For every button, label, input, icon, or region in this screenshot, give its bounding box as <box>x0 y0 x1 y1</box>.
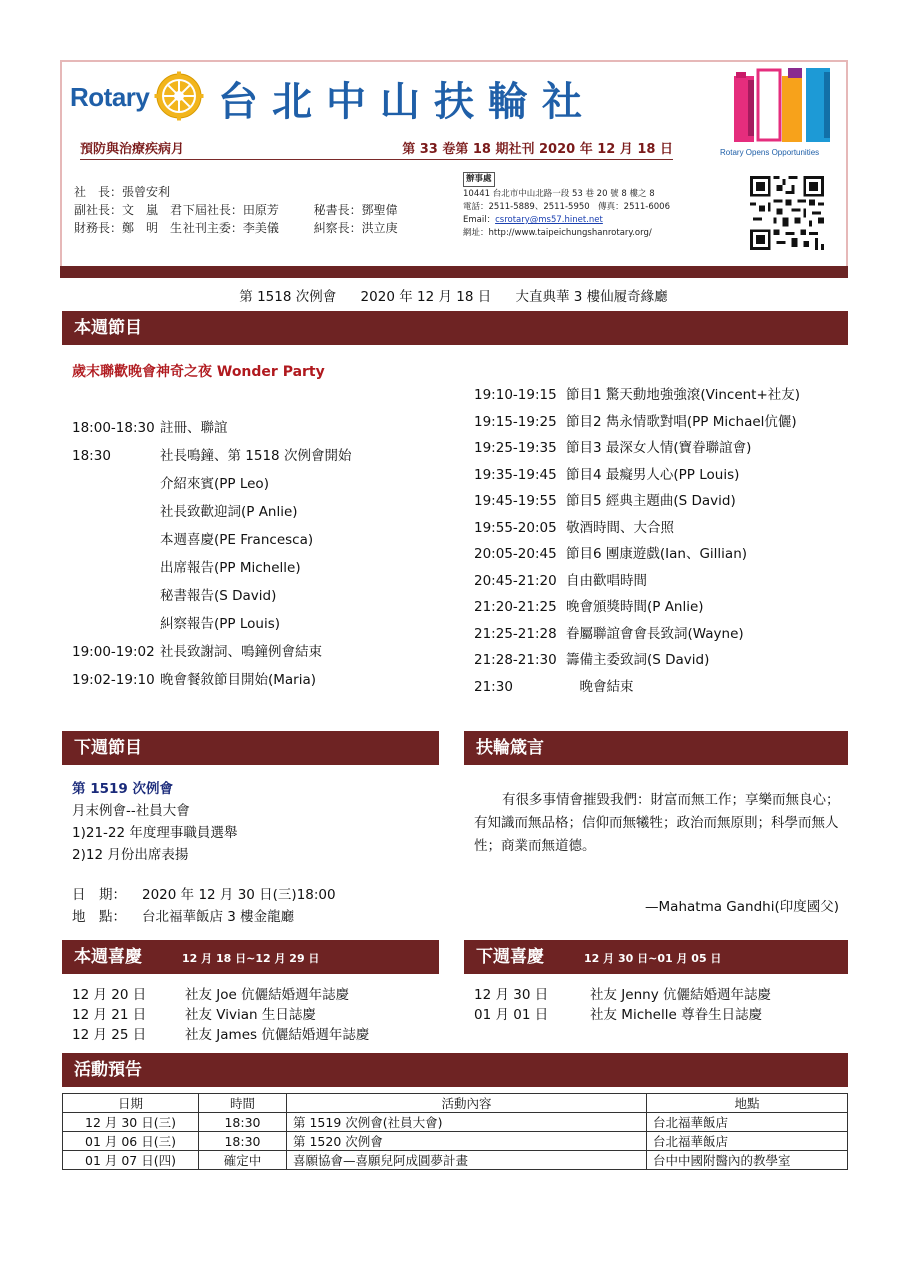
program-row <box>474 541 800 568</box>
email-link[interactable]: csrotary@ms57.hinet.net <box>495 215 603 225</box>
program-row <box>72 638 351 666</box>
table-row <box>63 1132 848 1151</box>
program-text: 籌備主委致詞(S David) <box>566 652 710 668</box>
activity-date: 01 月 06 日(三) <box>63 1132 199 1151</box>
next-week-line: 1)21-22 年度理事職員選舉 <box>72 825 238 841</box>
table-row <box>63 1113 848 1132</box>
meeting-number: 第 1518 次例會 <box>239 289 337 305</box>
next-week-line: 月末例會--社員大會 <box>72 803 190 819</box>
activity-content: 喜願協會—喜願兒阿成圓夢計畫 <box>287 1151 647 1170</box>
column-header: 時間 <box>199 1094 287 1113</box>
spacer <box>72 866 336 884</box>
next-week-date-row <box>72 884 336 906</box>
program-row <box>474 647 800 674</box>
celebration-row <box>72 1005 369 1025</box>
section-title: 下週喜慶 <box>476 947 544 967</box>
program-time: 19:55-20:05 <box>474 519 557 536</box>
activity-time: 18:30 <box>199 1132 287 1151</box>
section-motto <box>464 731 848 765</box>
program-text: 介紹來賓(PP Leo) <box>160 476 269 492</box>
celebration-row <box>474 1005 771 1025</box>
program-time: 19:45-19:55 <box>474 493 557 509</box>
section-title: 活動預告 <box>74 1060 142 1080</box>
program-time: 19:10-19:15 <box>474 387 557 403</box>
program-time: 18:30 <box>72 448 111 464</box>
program-text: 節目6 團康遊戲(Ian、Gillian) <box>566 546 748 562</box>
celebration-row <box>72 985 369 1005</box>
program-time: 19:15-19:25 <box>474 413 557 430</box>
rotary-logo-text: Rotary <box>70 82 150 112</box>
program-time: 19:00-19:02 <box>72 644 155 660</box>
doors-logo-icon <box>728 66 838 146</box>
officer-entry: 社刊主委：李美儀 <box>182 221 279 235</box>
program-text: 社長鳴鐘、第 1518 次例會開始 <box>160 448 352 464</box>
next-week-place: 台北福華飯店 3 樓金龍廳 <box>142 909 295 925</box>
celebration-text: 社友 Vivian 生日誌慶 <box>185 1007 316 1023</box>
issue-line <box>80 138 673 160</box>
program-text: 敬酒時間、大合照 <box>566 519 674 536</box>
celebration-text: 社友 Joe 伉儷結婚週年誌慶 <box>185 987 350 1003</box>
program-row <box>72 554 351 582</box>
section-next-week <box>62 731 439 765</box>
motto-author: —Mahatma Gandhi(印度國父) <box>645 899 839 915</box>
section-title: 本週節目 <box>74 318 142 338</box>
office-phone: 電話：2511-5889、2511-5950 傳真：2511-6006 <box>463 202 670 212</box>
program-text: 社長致謝詞、鳴鐘例會結束 <box>160 644 322 660</box>
rotary-opens-tagline: Rotary Opens Opportunities <box>720 148 820 157</box>
program-time: 21:28-21:30 <box>474 652 557 668</box>
masthead-divider <box>60 266 848 278</box>
next-meeting-number: 第 1519 次例會 <box>72 781 173 797</box>
program-text: 節目3 最深女人情(寶眷聯誼會) <box>566 440 752 456</box>
activity-location: 台中中國附醫內的教學室 <box>647 1151 848 1170</box>
section-title: 本週喜慶 <box>74 947 142 967</box>
table-row <box>63 1151 848 1170</box>
program-time: 21:30 <box>474 678 513 695</box>
section-title: 下週節目 <box>74 738 142 758</box>
officer-entry: 財務長：鄭 明 生 <box>74 221 183 235</box>
celebration-text: 社友 Jenny 伉儷結婚週年誌慶 <box>590 987 771 1003</box>
date-label: 日 期： <box>72 887 126 903</box>
celebration-date: 12 月 25 日 <box>72 1027 147 1043</box>
office-title: 辦事處 <box>463 172 495 187</box>
program-row <box>72 610 351 638</box>
program-row <box>72 414 351 442</box>
column-header: 地點 <box>647 1094 848 1113</box>
place-label: 地 點： <box>72 909 126 925</box>
celebration-text: 社友 Michelle 尊眷生日誌慶 <box>590 1007 763 1023</box>
meeting-venue: 大直典華 3 樓仙履奇緣廳 <box>515 289 668 305</box>
program-text: 節目1 驚天動地強強滾(Vincent+社友) <box>566 387 801 403</box>
program-right-column <box>474 382 800 700</box>
program-text: 註冊、聯誼 <box>160 420 228 436</box>
program-row <box>474 568 800 595</box>
officer-entry: 秘書長：鄧聖偉 <box>313 203 398 217</box>
program-text: 糾察報告(PP Louis) <box>160 616 280 632</box>
activity-time: 確定中 <box>199 1151 287 1170</box>
motto-quote: 有很多事情會摧毀我們：財富而無工作；享樂而無良心；有知識而無品格；信仰而無犧牲；政治而無原則；科學而無人性；商業而無道德。 <box>474 792 840 854</box>
program-text: 節目2 雋永情歌對唱(PP Michael伉儷) <box>566 413 797 430</box>
program-row <box>474 674 800 701</box>
this-week-celebrations-list <box>72 985 369 1045</box>
program-text: 眷屬聯誼會會長致詞(Wayne) <box>566 625 744 642</box>
column-header: 活動內容 <box>287 1094 647 1113</box>
program-row <box>474 488 800 515</box>
program-text: 自由歡唱時間 <box>566 572 647 589</box>
celebration-row <box>72 1025 369 1045</box>
next-week-line: 2)12 月份出席表揚 <box>72 847 189 863</box>
activity-content: 第 1519 次例會(社員大會) <box>287 1113 647 1132</box>
activity-location: 台北福華飯店 <box>647 1132 848 1151</box>
activity-location: 台北福華飯店 <box>647 1113 848 1132</box>
party-title: 歲末聯歡晚會神奇之夜 Wonder Party <box>72 364 325 380</box>
program-time: 19:02-19:10 <box>72 672 155 688</box>
month-theme: 預防與治療疾病月 <box>80 142 185 157</box>
program-row <box>474 515 800 542</box>
activity-time: 18:30 <box>199 1113 287 1132</box>
next-week-details <box>72 778 336 928</box>
celebration-text: 社友 James 伉儷結婚週年誌慶 <box>185 1027 370 1043</box>
program-time: 20:05-20:45 <box>474 546 557 562</box>
program-row <box>474 382 800 409</box>
program-text: 晚會結束 <box>566 678 634 695</box>
program-row <box>474 621 800 648</box>
program-row <box>474 462 800 489</box>
email-label: Email： <box>463 215 496 225</box>
program-left-column <box>72 414 351 694</box>
program-row <box>474 435 800 462</box>
program-text: 出席報告(PP Michelle) <box>160 560 301 576</box>
rotary-wheel-icon <box>154 71 204 121</box>
program-row <box>474 594 800 621</box>
next-week-place-row <box>72 906 336 928</box>
office-address: 10441 台北市中山北路一段 53 巷 20 號 8 樓之 8 <box>463 189 655 199</box>
program-time: 21:20-21:25 <box>474 599 557 615</box>
program-text: 節目4 最癡男人心(PP Louis) <box>566 466 740 483</box>
date-range: 12 月 30 日~01 月 05 日 <box>584 952 722 965</box>
program-row <box>474 409 800 436</box>
program-row <box>72 498 351 526</box>
program-time: 19:25-19:35 <box>474 440 557 456</box>
activity-date: 01 月 07 日(四) <box>63 1151 199 1170</box>
program-text: 社長致歡迎詞(P Anlie) <box>160 504 298 520</box>
activity-date: 12 月 30 日(三) <box>63 1113 199 1132</box>
meeting-date: 2020 年 12 月 18 日 <box>360 289 492 305</box>
office-info <box>463 172 670 240</box>
section-next-week-celebrations <box>464 940 848 974</box>
program-row <box>72 470 351 498</box>
program-text: 秘書報告(S David) <box>160 588 277 604</box>
office-website: 網址：http://www.taipeichungshanrotary.org/ <box>463 228 652 238</box>
activity-content: 第 1520 次例會 <box>287 1132 647 1151</box>
activities-table <box>62 1093 848 1170</box>
officer-entry: 糾察長：洪立庚 <box>313 221 398 235</box>
section-title: 扶輪箴言 <box>476 738 544 758</box>
officers-list <box>74 183 398 237</box>
program-time: 18:00-18:30 <box>72 420 155 436</box>
date-range: 12 月 18 日~12 月 29 日 <box>182 952 320 965</box>
celebration-date: 12 月 20 日 <box>72 987 147 1003</box>
officer-entry: 社 長：張曾安利 <box>74 185 171 199</box>
column-header: 日期 <box>63 1094 199 1113</box>
celebration-date: 12 月 30 日 <box>474 987 549 1003</box>
meeting-line <box>0 285 907 305</box>
next-week-date: 2020 年 12 月 30 日(三)18:00 <box>142 887 336 903</box>
program-row <box>72 666 351 694</box>
celebration-row <box>474 985 771 1005</box>
program-time: 20:45-21:20 <box>474 572 557 589</box>
section-this-week-celebrations <box>62 940 439 974</box>
program-time: 21:25-21:28 <box>474 625 557 642</box>
program-time: 19:35-19:45 <box>474 466 557 483</box>
section-activities <box>62 1053 848 1087</box>
program-text: 本週喜慶(PE Francesca) <box>160 532 314 548</box>
issue-info: 第 33 卷第 18 期社刊 2020 年 12 月 18 日 <box>402 142 673 157</box>
celebration-date: 01 月 01 日 <box>474 1007 549 1023</box>
program-row <box>72 582 351 610</box>
club-title: 台北中山扶輪社 <box>218 79 596 125</box>
program-row <box>72 526 351 554</box>
program-row <box>72 442 351 470</box>
section-this-week <box>62 311 848 345</box>
qr-code-icon <box>750 176 824 250</box>
program-text: 晚會餐敘節目開始(Maria) <box>160 672 317 688</box>
program-text: 節目5 經典主題曲(S David) <box>566 493 736 509</box>
table-header-row <box>63 1094 848 1113</box>
officer-entry: 下屆社長：田原芳 <box>182 203 279 217</box>
program-text: 晚會頒獎時間(P Anlie) <box>566 599 704 615</box>
celebration-date: 12 月 21 日 <box>72 1007 147 1023</box>
next-week-celebrations-list <box>474 985 771 1025</box>
officer-entry: 副社長：文 嵐 君 <box>74 203 183 217</box>
